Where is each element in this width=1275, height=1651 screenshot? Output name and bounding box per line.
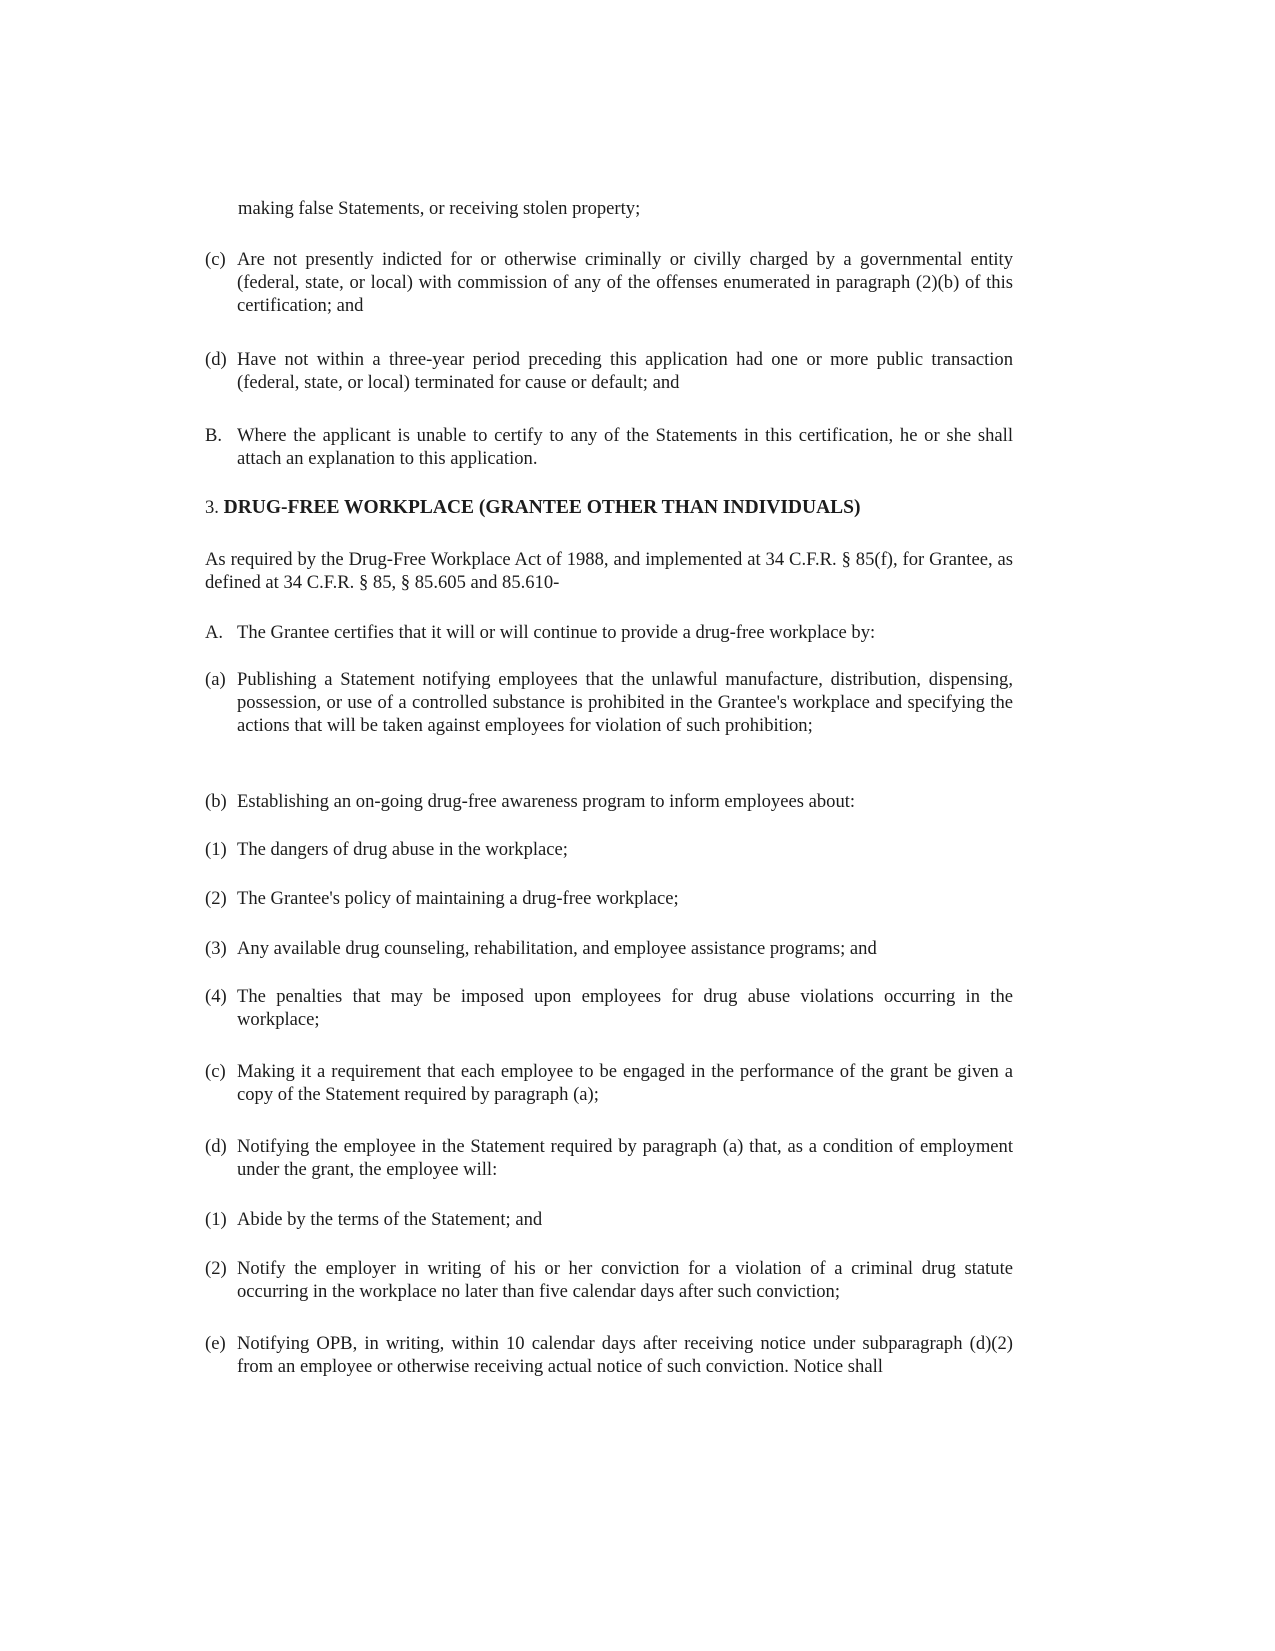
list-item [205, 1257, 1013, 1303]
section-title: DRUG-FREE WORKPLACE (GRANTEE OTHER THAN INDIVIDUALS) [223, 497, 861, 518]
item-label: (e) [205, 1333, 226, 1354]
item-label: (d) [205, 1136, 227, 1157]
item-label: (2) [205, 888, 227, 909]
list-item [205, 1332, 1013, 1378]
list-item [205, 790, 1013, 813]
item-text: The penalties that may be imposed upon employees for drug abuse violations occurring in the workplace; [237, 986, 1013, 1030]
list-item [205, 248, 1013, 317]
item-text: Where the applicant is unable to certify to any of the Statements in this certification, he or she shall attach an explanation to this application. [237, 425, 1013, 469]
item-text: The Grantee's policy of maintaining a drug-free workplace; [237, 888, 679, 909]
item-text: Abide by the terms of the Statement; and [237, 1209, 543, 1230]
list-item [205, 1060, 1013, 1106]
continuation-text: making false Statements, or receiving stolen property; [238, 198, 641, 219]
list-item [205, 887, 1013, 910]
item-label: (a) [205, 669, 226, 690]
item-text: Have not within a three-year period preceding this application had one or more public transaction (federal, state, or local) terminated for cause or default; and [237, 349, 1013, 393]
item-text: Any available drug counseling, rehabilitation, and employee assistance programs; and [237, 938, 877, 959]
item-label: (3) [205, 938, 227, 959]
list-item [205, 1208, 1013, 1231]
item-label: (d) [205, 349, 227, 370]
section-number: 3. [205, 497, 219, 518]
list-item [205, 668, 1013, 737]
item-text: Making it a requirement that each employee to be engaged in the performance of the grant be given a copy of the Statement required by paragraph (a); [237, 1061, 1013, 1105]
item-text: Are not presently indicted for or otherwise criminally or civilly charged by a governmental entity (federal, state, or local) with commission of any of the offenses enumerated in paragraph (2)(b) of this certification; and [237, 249, 1013, 316]
item-label: (b) [205, 791, 227, 812]
list-item [205, 838, 1013, 861]
item-label: (c) [205, 1061, 226, 1082]
list-item [205, 424, 1013, 470]
item-label: A. [205, 622, 224, 643]
item-label: (2) [205, 1258, 227, 1279]
item-text: Notify the employer in writing of his or her conviction for a violation of a criminal drug statute occurring in the workplace no later than five calendar days after such conviction; [237, 1258, 1013, 1302]
item-text: Establishing an on-going drug-free awareness program to inform employees about: [237, 791, 856, 812]
item-text: Notifying the employee in the Statement required by paragraph (a) that, as a condition of employment under the grant, the employee will: [237, 1136, 1013, 1180]
intro-paragraph: As required by the Drug-Free Workplace Act of 1988, and implemented at 34 C.F.R. § 85(f), for Grantee, as defined at 34 C.F.R. § 85, § 85.605 and 85.610- [205, 549, 1013, 593]
item-label: (1) [205, 839, 227, 860]
list-item [205, 985, 1013, 1031]
section-heading [205, 496, 1013, 519]
list-item [205, 1135, 1013, 1181]
list-item [205, 937, 1013, 960]
item-text: Notifying OPB, in writing, within 10 calendar days after receiving notice under subparagraph (d)(2) from an employee or otherwise receiving actual notice of such conviction. Notice shall [237, 1333, 1013, 1377]
list-item [205, 348, 1013, 394]
item-text: The dangers of drug abuse in the workplace; [237, 839, 568, 860]
list-item [205, 621, 1013, 644]
item-text: Publishing a Statement notifying employees that the unlawful manufacture, distribution, dispensing, possession, or use of a controlled substance is prohibited in the Grantee's workplace and specifying the actions that will be taken against employees for violation of such prohibition; [237, 669, 1013, 736]
item-label: (4) [205, 986, 227, 1007]
item-label: (1) [205, 1209, 227, 1230]
item-label: B. [205, 425, 223, 446]
item-label: (c) [205, 249, 226, 270]
item-text: The Grantee certifies that it will or will continue to provide a drug-free workplace by: [237, 622, 876, 643]
